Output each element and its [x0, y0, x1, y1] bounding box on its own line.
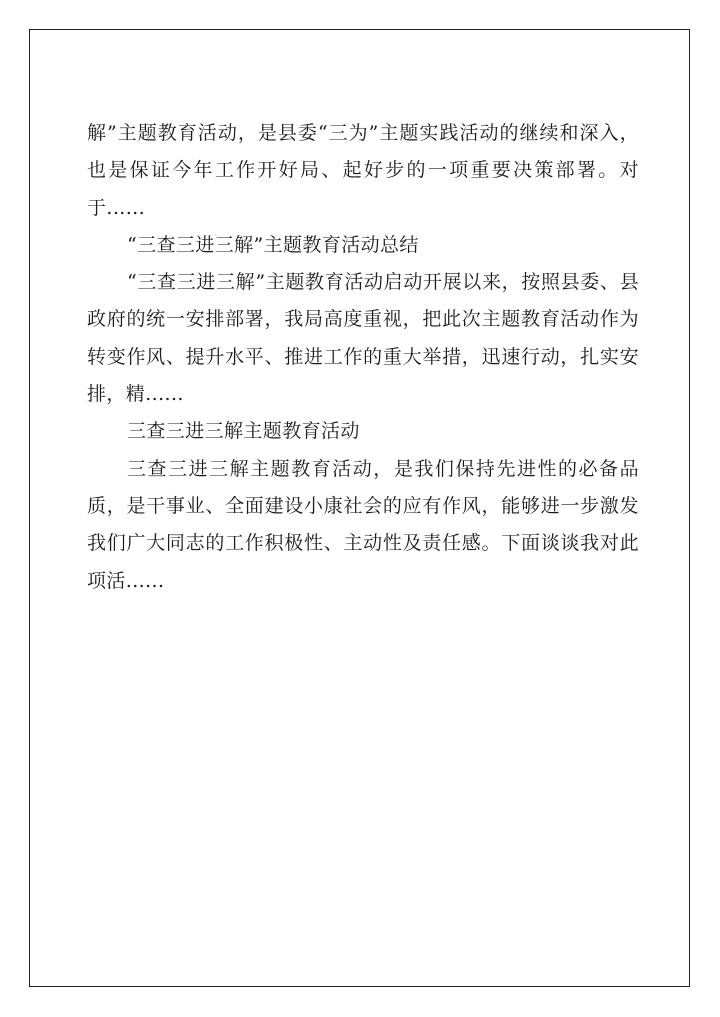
- paragraph-continuation: 解”主题教育活动，是县委“三为”主题实践活动的继续和深入，也是保证今年工作开好局、起好步的一项重要决策部署。对于......: [87, 122, 639, 219]
- paragraph-heading-summary: “三查三进三解”主题教育活动总结: [127, 233, 419, 256]
- document-body: [87, 115, 639, 600]
- paragraph-activity-excerpt: 三查三进三解主题教育活动，是我们保持先进性的必备品质，是干事业、全面建设小康社会的应有作风，能够进一步激发我们广大同志的工作积极性、主动性及责任感。下面谈谈我对此项活......: [87, 457, 639, 592]
- paragraph-heading-activity: 三查三进三解主题教育活动: [127, 420, 360, 443]
- paragraph-summary-excerpt: “三查三进三解”主题教育活动启动开展以来，按照县委、县政府的统一安排部署，我局高度重视，把此次主题教育活动作为转变作风、提升水平、推进工作的重大举措，迅速行动，扎实安排，精......: [87, 271, 639, 406]
- document-page: [29, 29, 690, 987]
